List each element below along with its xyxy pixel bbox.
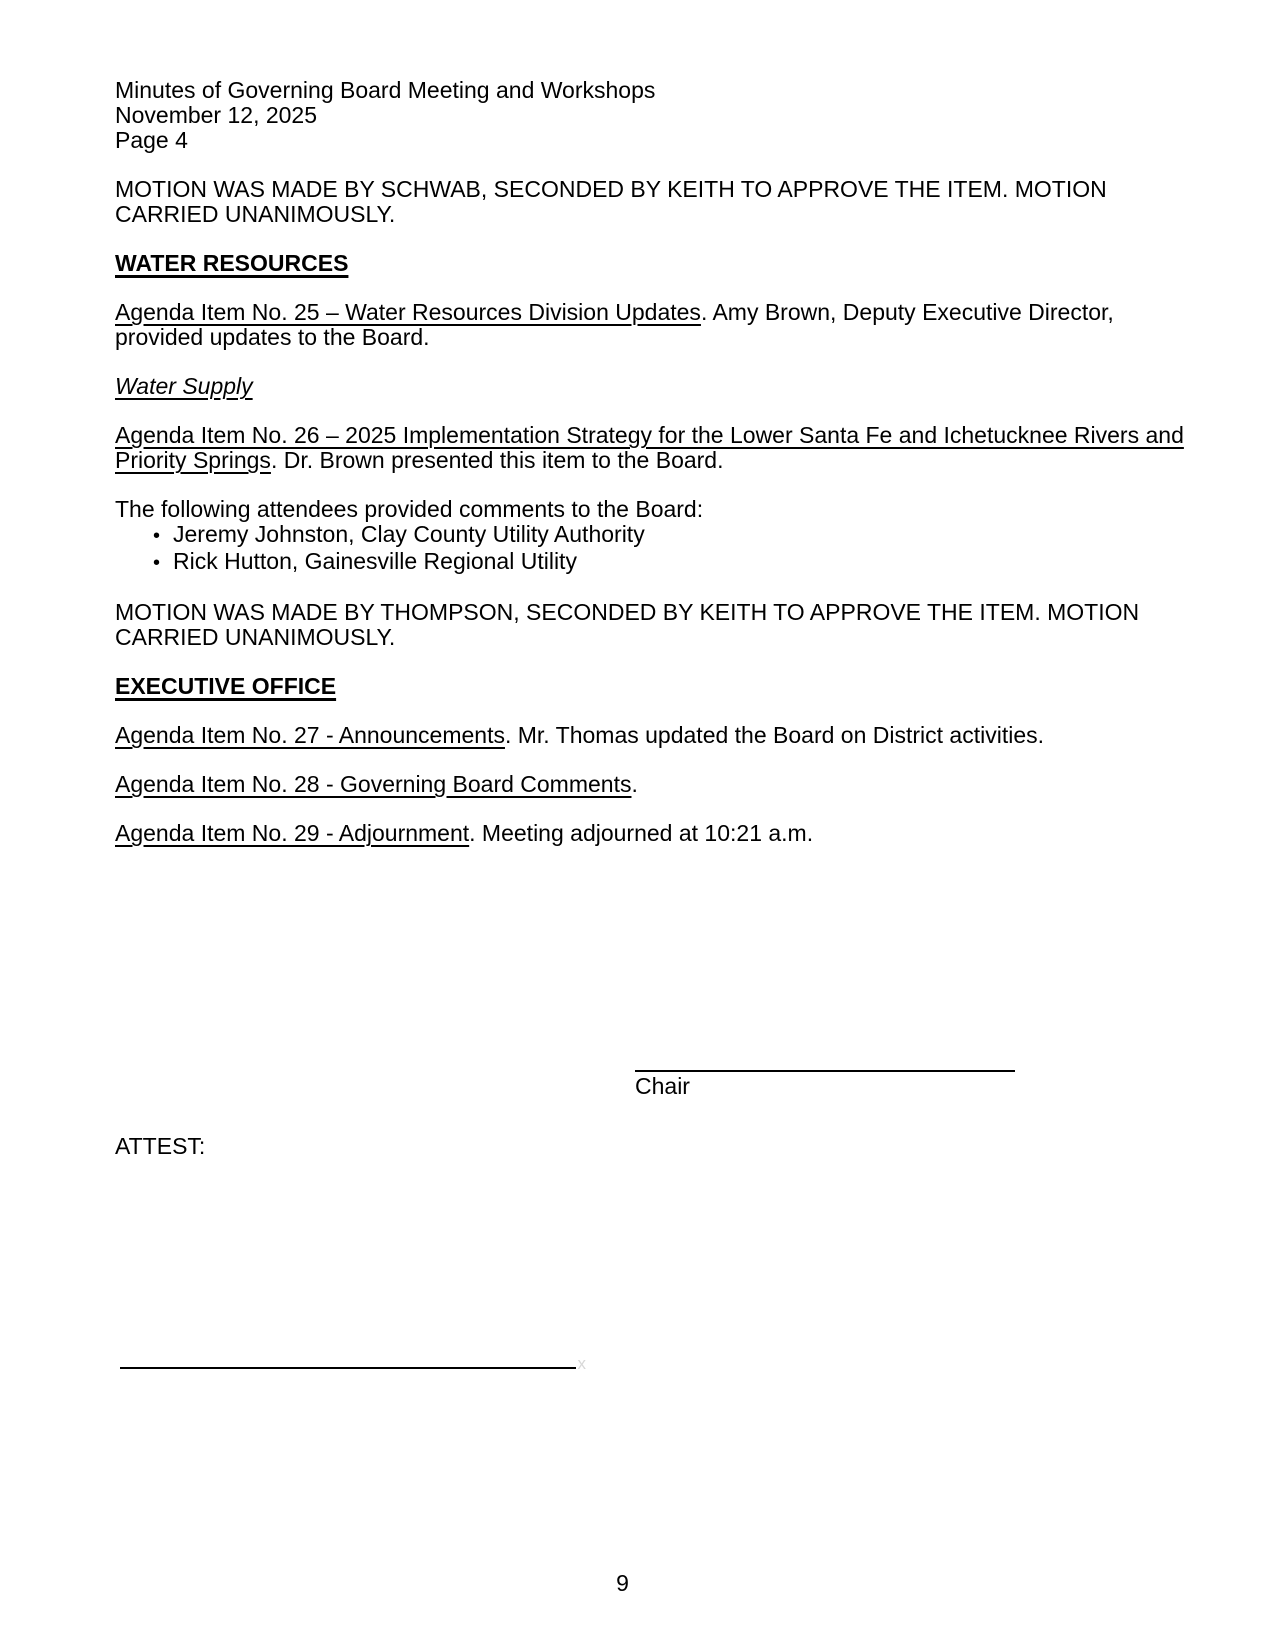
- header-page-label: Page 4: [115, 127, 188, 153]
- agenda-item-29-title: Agenda Item No. 29 - Adjournment: [115, 820, 470, 846]
- attendees-list: [115, 522, 1190, 576]
- attendee-name: Jeremy Johnston, Clay County Utility Authority: [173, 521, 645, 547]
- section-heading-executive-office: EXECUTIVE OFFICE: [115, 673, 337, 699]
- attendees-intro: The following attendees provided comments to the Board:: [115, 496, 704, 522]
- attendee-name: Rick Hutton, Gainesville Regional Utility: [173, 548, 577, 574]
- attest-label: ATTEST:: [115, 1133, 206, 1159]
- bullet-icon: •: [153, 552, 161, 574]
- section-heading-water-resources: WATER RESOURCES: [115, 250, 349, 276]
- agenda-item-25-text: . Amy Brown, Deputy Executive Director, provided updates to the Board.: [115, 299, 1114, 350]
- agenda-item-27-paragraph: [115, 723, 1190, 748]
- bullet-icon: •: [153, 525, 161, 547]
- agenda-item-26-text: . Dr. Brown presented this item to the Board.: [270, 447, 724, 473]
- attest-signature-line: [120, 1354, 586, 1373]
- agenda-item-28-paragraph: [115, 772, 1190, 797]
- header-date: November 12, 2025: [115, 102, 318, 128]
- agenda-item-27-title: Agenda Item No. 27 - Announcements: [115, 722, 505, 748]
- chair-signature-block: [635, 1070, 1015, 1099]
- agenda-item-26-title: Agenda Item No. 26 – 2025 Implementation Strategy for the Lower Santa Fe and Ichetucknee Rivers and Priority Springs: [115, 422, 1184, 473]
- signature-x-mark: x: [577, 1354, 586, 1373]
- motion-paragraph-schwab: MOTION WAS MADE BY SCHWAB, SECONDED BY KEITH TO APPROVE THE ITEM. MOTION CARRIED UNANIMOUSLY.: [115, 176, 1107, 227]
- agenda-item-29-text: . Meeting adjourned at 10:21 a.m.: [469, 820, 814, 846]
- agenda-item-28-text: .: [631, 771, 638, 797]
- motion-paragraph-thompson: MOTION WAS MADE BY THOMPSON, SECONDED BY KEITH TO APPROVE THE ITEM. MOTION CARRIED UNANIMOUSLY.: [115, 599, 1140, 650]
- header-title: Minutes of Governing Board Meeting and Workshops: [115, 77, 656, 103]
- page-header: [115, 78, 1190, 153]
- list-item: [153, 549, 1190, 576]
- agenda-item-25-title: Agenda Item No. 25 – Water Resources Division Updates: [115, 299, 701, 325]
- list-item: [153, 522, 1190, 549]
- page-number: 9: [616, 1570, 629, 1596]
- agenda-item-26-paragraph: [115, 423, 1190, 473]
- subheading-water-supply: Water Supply: [115, 373, 253, 399]
- agenda-item-28-title: Agenda Item No. 28 - Governing Board Comments: [115, 771, 632, 797]
- chair-signature-label: Chair: [635, 1073, 690, 1099]
- agenda-item-29-paragraph: [115, 821, 1190, 846]
- agenda-item-25-paragraph: [115, 300, 1190, 350]
- agenda-item-27-text: . Mr. Thomas updated the Board on District activities.: [504, 722, 1045, 748]
